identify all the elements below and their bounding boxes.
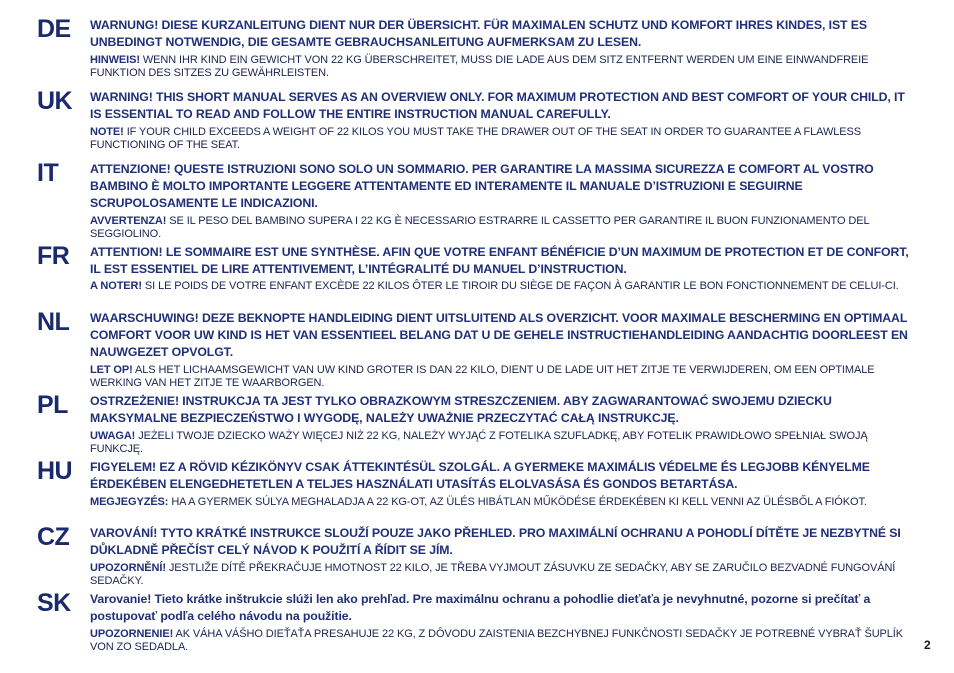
note-paragraph [90,54,916,80]
note-text: AK VÁHA VÁŠHO DIEŤAŤA PRESAHUJE 22 KG, Z DÔVODU ZAISTENIA BEZCHYBNEJ FUNKČNOSTI SEDAČKY JE POTREBNÉ VYBRAŤ ŠUPLÍK VON ZO SEDADLA. [90,628,903,653]
note-paragraph [90,215,916,241]
page-number: 2 [924,638,931,652]
language-code: IT [37,159,59,187]
warning-text: FIGYELEM! EZ A RÖVID KÉZIKÖNYV CSAK ÁTTEKINTÉSÜL SZOLGÁL. A GYERMEKE MAXIMÁLIS VÉDELME ÉS LEGJOBB KÉNYELME ÉRDEKÉBEN ELENGEDHETETLEN A TELJES HASZNÁLATI UTASÍTÁS ELOLVASÁSA ÉS GONDOS BETARTÁSA. [90,460,870,491]
note-label: UPOZORNENIE! [90,628,174,640]
language-code: CZ [37,523,70,551]
note-label: A NOTER! [90,280,142,292]
note-label: AVVERTENZA! [90,215,167,227]
note-paragraph [90,126,916,152]
note-paragraph [90,280,916,293]
warning-text: WARNING! THIS SHORT MANUAL SERVES AS AN OVERVIEW ONLY. FOR MAXIMUM PROTECTION AND BEST COMFORT OF YOUR CHILD, IT IS ESSENTIAL TO READ AND FOLLOW THE ENTIRE INSTRUCTION MANUAL CAREFULLY. [90,90,905,121]
note-text: IF YOUR CHILD EXCEEDS A WEIGHT OF 22 KILOS YOU MUST TAKE THE DRAWER OUT OF THE SEAT IN ORDER TO GUARANTEE A FLAWLESS FUNCTIONING OF THE SEAT. [90,126,862,151]
note-text: SI LE POIDS DE VOTRE ENFANT EXCÈDE 22 KILOS ÔTER LE TIROIR DU SIÈGE DE FAÇON À GARANTIR LE BON FONCTIONNEMENT DE CELUI-CI. [141,280,899,292]
note-text: HA A GYERMEK SÚLYA MEGHALADJA A 22 KG-OT, AZ ÜLÉS HIBÁTLAN MŰKÖDÉSE ÉRDEKÉBEN KI KELL VENNI AZ ÜLÉSBŐL A FIÓKOT. [168,496,867,508]
note-text: JEŻELI TWOJE DZIECKO WAŻY WIĘCEJ NIŻ 22 KG, NALEŻY WYJĄĆ Z FOTELIKA SZUFLADKĘ, ABY FOTELIK PRAWIDŁOWO SPEŁNIAŁ SWOJĄ FUNKCJĘ. [90,430,868,455]
warning-text: WAARSCHUWING! DEZE BEKNOPTE HANDLEIDING DIENT UITSLUITEND ALS OVERZICHT. VOOR MAXIMALE BESCHERMING EN OPTIMAAL COMFORT VOOR UW KIND IS HET VAN ESSENTIEEL BELANG DAT U DE GEHELE INSTRUCTIEHANDLEIDING AANDACHTIG DOORLEEST EN NAUWGEZET OPVOLGT. [90,311,908,359]
language-code: PL [37,391,68,419]
note-paragraph [90,496,916,509]
note-label: HINWEIS! [90,54,140,66]
note-text: SE IL PESO DEL BAMBINO SUPERA I 22 KG È NECESSARIO ESTRARRE IL CASSETTO PER GARANTIRE IL BUON FUNZIONAMENTO DEL SEGGIOLINO. [90,215,870,240]
warning-text: Varovanie! Tieto krátke inštrukcie slúži len ako prehľad. Pre maximálnu ochranu a pohodlie dieťaťa je nevyhnutné, pozorne si prečítať a postupovať podľa celého návodu na použitie. [90,592,871,623]
note-label: UPOZORNĚNÍ! [90,562,166,574]
language-code: NL [37,308,70,336]
warning-text: ATTENZIONE! QUESTE ISTRUZIONI SONO SOLO UN SOMMARIO. PER GARANTIRE LA MASSIMA SICUREZZA E COMFORT AL VOSTRO BAMBINO È MOLTO IMPORTANTE LEGGERE ATTENTAMENTE ED INTERAMENTE IL MANUALE D’ISTRUZIONI E SEGUIRNE SCRUPOLOSAMENTE LE INDICAZIONI. [90,162,874,210]
warning-text: VAROVÁNÍ! TYTO KRÁTKÉ INSTRUKCE SLOUŽÍ POUZE JAKO PŘEHLED. PRO MAXIMÁLNÍ OCHRANU A POHODLÍ DÍTĚTE JE NEZBYTNÉ SI DŮKLADNĚ PŘEČÍST CELÝ NÁVOD K POUŽITÍ A ŘÍDIT SE JÍM. [90,526,901,557]
note-paragraph [90,364,916,390]
language-code: HU [37,457,73,485]
note-text: JESTLIŽE DÍTĚ PŘEKRAČUJE HMOTNOST 22 KILO, JE TŘEBA VYJMOUT ZÁSUVKU ZE SEDAČKY, ABY SE ZARUČILO BEZVADNÉ FUNGOVÁNÍ SEDAČKY. [90,562,896,587]
warning-text: OSTRZEŻENIE! INSTRUKCJA TA JEST TYLKO OBRAZKOWYM STRESZCZENIEM. ABY ZAGWARANTOWAĆ SWOJEMU DZIECKU MAKSYMALNE BEZPIECZEŃSTWO I WYGODĘ, NALEŻY UWAŻNIE PRZECZYTAĆ CAŁĄ INSTRUKCJĘ. [90,394,832,425]
language-code: FR [37,242,70,270]
language-code: UK [37,87,73,115]
note-paragraph [90,562,916,588]
note-label: NOTE! [90,126,124,138]
note-text: WENN IHR KIND EIN GEWICHT VON 22 KG ÜBERSCHREITET, MUSS DIE LADE AUS DEM SITZ ENTFERNT WERDEN UM EINE EINWANDFREIE FUNKTION DES SITZES ZU GEWÄHRLEISTEN. [90,54,869,79]
note-paragraph [90,430,916,456]
note-label: LET OP! [90,364,133,376]
note-text: ALS HET LICHAAMSGEWICHT VAN UW KIND GROTER IS DAN 22 KILO, DIENT U DE LADE UIT HET ZITJE TE VERWIJDEREN, OM EEN OPTIMALE WERKING VAN HET ZITJE TE WAARBORGEN. [90,364,875,389]
note-label: MEGJEGYZÉS: [90,496,169,508]
warning-text: ATTENTION! LE SOMMAIRE EST UNE SYNTHÈSE. AFIN QUE VOTRE ENFANT BÉNÉFICIE D’UN MAXIMUM DE PROTECTION ET DE CONFORT, IL EST ESSENTIEL DE LIRE ATTENTIVEMENT, L’INTÉGRALITÉ DU MANUEL D’INSTRUCTION. [90,245,909,276]
note-label: UWAGA! [90,430,136,442]
language-code: DE [37,15,71,43]
note-paragraph [90,628,916,654]
language-code: SK [37,589,71,617]
warning-text: WARNUNG! DIESE KURZANLEITUNG DIENT NUR DER ÜBERSICHT. FÜR MAXIMALEN SCHUTZ UND KOMFORT IHRES KINDES, IST ES UNBEDINGT NOTWENDIG, DIE GESAMTE GEBRAUCHSANLEITUNG AUFMERKSAM ZU LESEN. [90,18,867,49]
